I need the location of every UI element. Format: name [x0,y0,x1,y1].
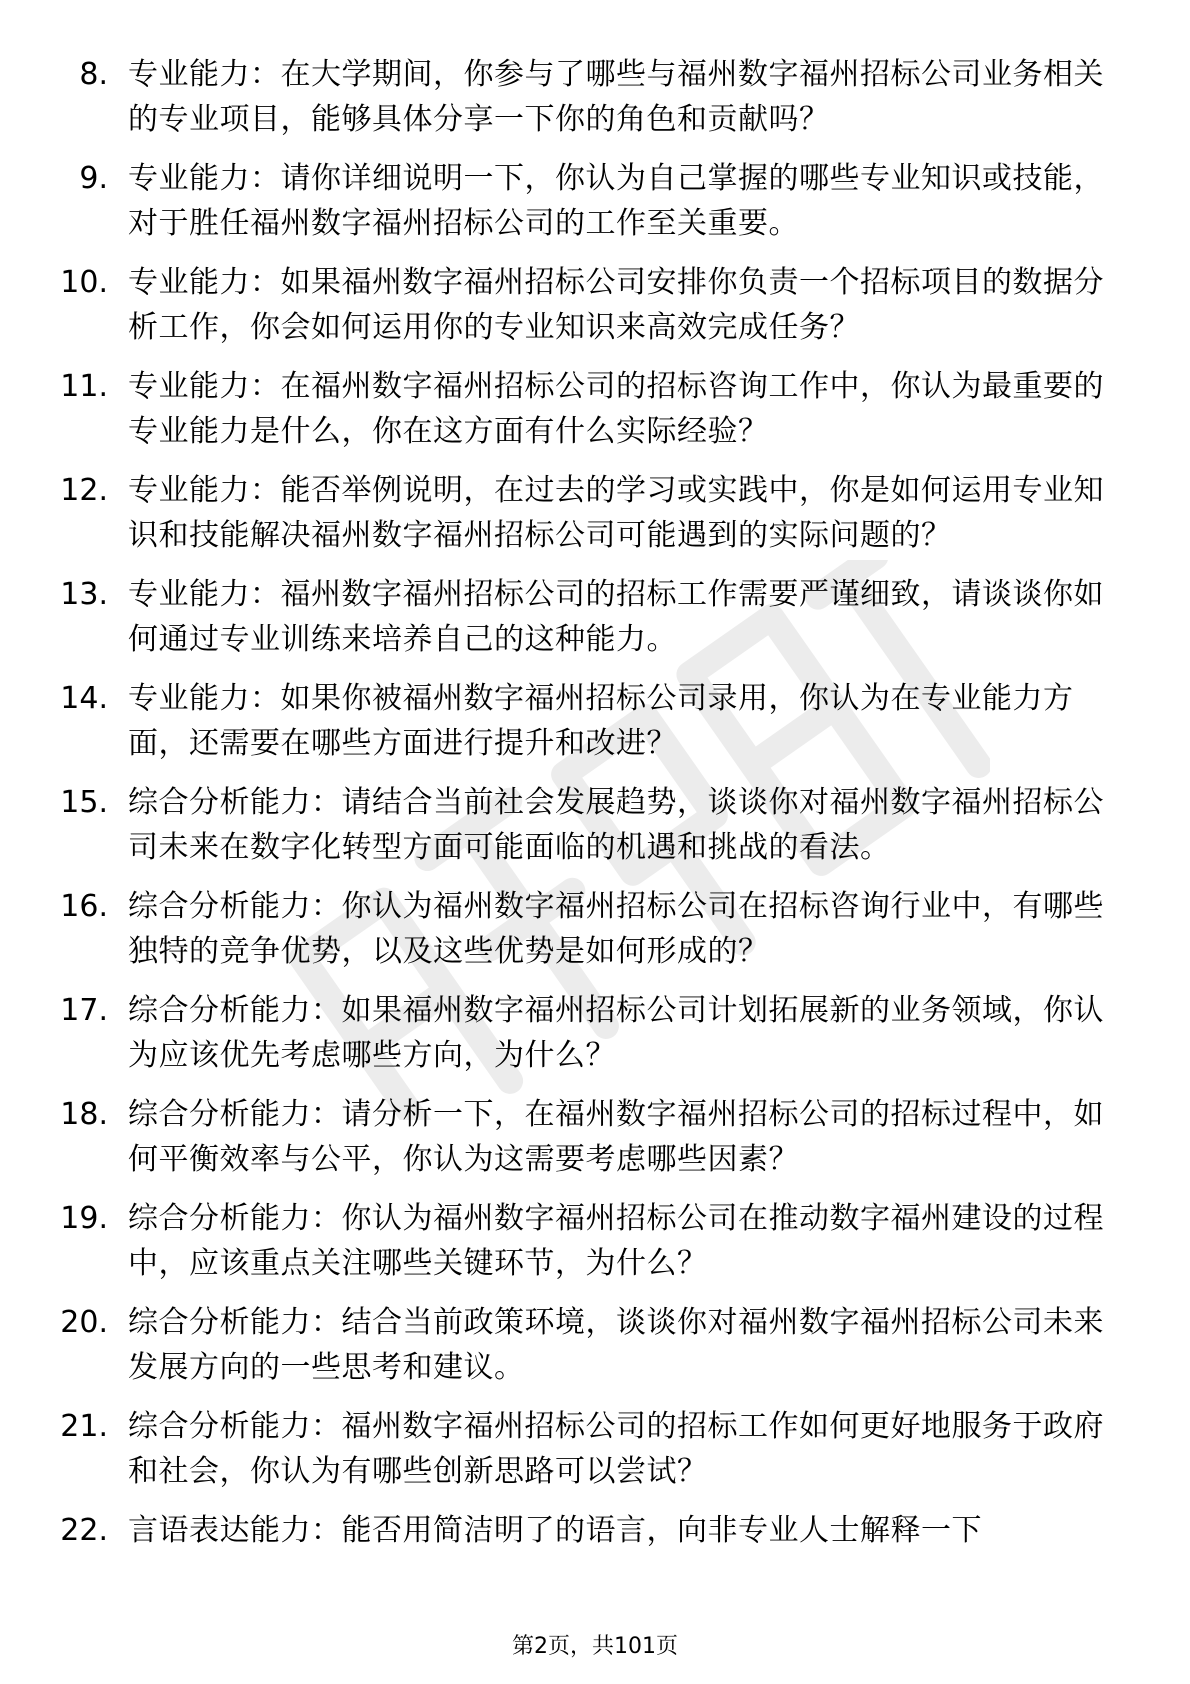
question-number: 14. [60,681,108,716]
question-number: 8. [79,57,108,92]
question-number: 9. [79,161,108,196]
question-text: 综合分析能力：请分析一下，在福州数字福州招标公司的招标过程中，如何平衡效率与公平，你认为这需要考虑哪些因素？ [128,1097,1104,1177]
question-number: 11. [60,369,108,404]
question-text: 综合分析能力：你认为福州数字福州招标公司在招标咨询行业中，有哪些独特的竞争优势，以及这些优势是如何形成的？ [128,889,1104,969]
question-item [0,468,1190,558]
question-text: 专业能力：在福州数字福州招标公司的招标咨询工作中，你认为最重要的专业能力是什么，你在这方面有什么实际经验？ [128,369,1104,449]
question-text: 综合分析能力：福州数字福州招标公司的招标工作如何更好地服务于政府和社会，你认为有哪些创新思路可以尝试？ [128,1409,1104,1489]
question-text: 综合分析能力：如果福州数字福州招标公司计划拓展新的业务领域，你认为应该优先考虑哪些方向，为什么？ [128,993,1104,1073]
question-text: 言语表达能力：能否用简洁明了的语言，向非专业人士解释一下 [128,1513,982,1548]
question-number: 16. [60,889,108,924]
question-item [0,1404,1190,1494]
question-number: 20. [60,1305,108,1340]
question-text: 专业能力：能否举例说明，在过去的学习或实践中，你是如何运用专业知识和技能解决福州数字福州招标公司可能遇到的实际问题的？ [128,473,1104,553]
question-text: 专业能力：福州数字福州招标公司的招标工作需要严谨细致，请谈谈你如何通过专业训练来培养自己的这种能力。 [128,577,1104,657]
question-item [0,156,1190,246]
question-text: 综合分析能力：你认为福州数字福州招标公司在推动数字福州建设的过程中，应该重点关注哪些关键环节，为什么？ [128,1201,1104,1281]
question-item [0,988,1190,1078]
question-item [0,780,1190,870]
question-text: 专业能力：请你详细说明一下，你认为自己掌握的哪些专业知识或技能，对于胜任福州数字福州招标公司的工作至关重要。 [128,161,1104,241]
question-item [0,1508,1190,1553]
question-text: 专业能力：如果你被福州数字福州招标公司录用，你认为在专业能力方面，还需要在哪些方面进行提升和改进？ [128,681,1074,761]
question-number: 19. [60,1201,108,1236]
question-number: 17. [60,993,108,1028]
question-item [0,52,1190,142]
question-item [0,884,1190,974]
question-list [0,52,1190,1567]
question-number: 12. [60,473,108,508]
question-number: 13. [60,577,108,612]
question-number: 10. [60,265,108,300]
question-text: 专业能力：如果福州数字福州招标公司安排你负责一个招标项目的数据分析工作，你会如何运用你的专业知识来高效完成任务？ [128,265,1104,345]
question-item [0,1300,1190,1390]
question-item [0,1196,1190,1286]
question-text: 综合分析能力：请结合当前社会发展趋势，谈谈你对福州数字福州招标公司未来在数字化转型方面可能面临的机遇和挑战的看法。 [128,785,1104,865]
question-number: 22. [60,1513,108,1548]
question-number: 18. [60,1097,108,1132]
question-number: 15. [60,785,108,820]
question-item [0,1092,1190,1182]
question-item [0,676,1190,766]
question-text: 综合分析能力：结合当前政策环境，谈谈你对福州数字福州招标公司未来发展方向的一些思考和建议。 [128,1305,1104,1385]
question-item [0,260,1190,350]
question-text: 专业能力：在大学期间，你参与了哪些与福州数字福州招标公司业务相关的专业项目，能够具体分享一下你的角色和贡献吗？ [128,57,1104,137]
question-number: 21. [60,1409,108,1444]
page-footer: 第2页，共101页 [512,1634,678,1659]
question-item [0,364,1190,454]
question-item [0,572,1190,662]
